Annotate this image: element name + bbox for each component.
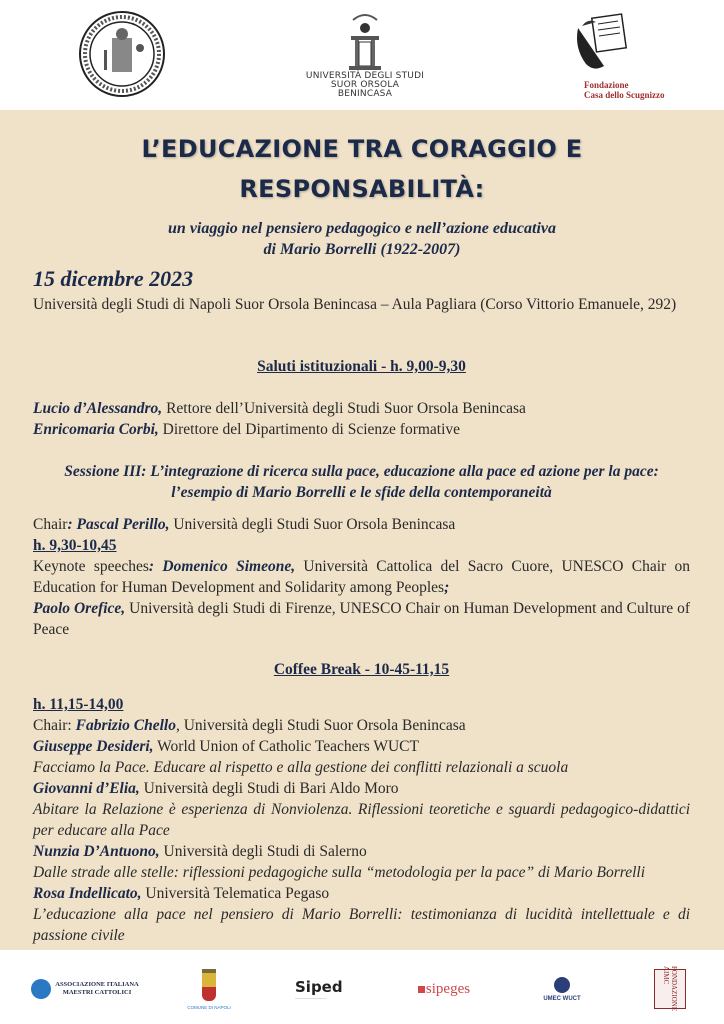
session-program <box>33 514 690 640</box>
afternoon-time: h. 11,15-14,00 <box>33 696 124 713</box>
chair-affiliation: , Università degli Studi Suor Orsola Benincasa <box>175 717 466 734</box>
afternoon-time-line <box>33 694 690 715</box>
siped-text: Siped <box>295 978 343 996</box>
napoli-text: COMUNE DI NAPOLI <box>187 1004 231 1010</box>
unisob-text-2: SUOR ORSOLA <box>330 80 400 90</box>
event-title-line-2: RESPONSABILITÀ: <box>239 175 485 203</box>
chair-label: Chair <box>33 516 68 533</box>
seal-icon <box>78 10 166 98</box>
keynote1-affiliation: Università Cattolica del Sacro Cuore, UNESCO Chair on Education for Human Development and Solidarity among Peoples <box>33 558 690 596</box>
aimc-text <box>55 981 139 997</box>
talk-affiliation: World Union of Catholic Teachers WUCT <box>153 738 419 755</box>
talk-title: Dalle strade alle stelle: riflessioni pedagogiche sulla “metodologia per la pace” di Mario Borrelli <box>33 864 646 881</box>
speaker-name: Enricomaria Corbi, <box>33 421 159 438</box>
sipeges-text: sipeges <box>425 980 471 997</box>
subtitle-line-1: un viaggio nel pensiero pedagogico e nell’azione educativa <box>168 220 556 237</box>
fondazione-scugnizzo-logo <box>560 8 670 103</box>
coffee-break <box>33 659 690 680</box>
aimc-logo <box>30 962 140 1016</box>
greetings-speakers <box>33 398 690 440</box>
aimc-text-2: MAESTRI CATTOLICI <box>62 989 132 996</box>
siped-subtext: ————————— <box>295 996 327 1000</box>
speaker-role: Direttore del Dipartimento di Scienze formative <box>158 421 461 438</box>
unisob-text-3: BENINCASA <box>337 89 393 99</box>
greetings-heading <box>33 356 690 377</box>
university-seal-logo <box>78 10 166 98</box>
talk-affiliation: Università degli Studi di Salerno <box>159 843 367 860</box>
talk-affiliation: Università Telematica Pegaso <box>141 885 330 902</box>
unisob-logo <box>300 10 430 105</box>
keynote1-name: : Domenico Simeone, <box>148 558 296 575</box>
umec-wuct-logo <box>532 962 592 1016</box>
greetings-heading-text: Saluti istituzionali - h. 9,00-9,30 <box>257 358 466 375</box>
subtitle-line-2: di Mario Borrelli (1922-2007) <box>263 241 461 258</box>
speaker-line <box>33 419 690 440</box>
afternoon-chair <box>33 715 690 736</box>
crest-icon <box>202 969 216 1001</box>
comune-napoli-logo <box>183 962 235 1016</box>
talk-speaker-name: Giovanni d’Elia, <box>33 780 140 797</box>
sipeges-logo <box>408 962 480 1016</box>
building-icon <box>345 10 385 72</box>
talk-speaker-name: Nunzia D’Antuono, <box>33 843 160 860</box>
session-title-line-1: Sessione III: L’integrazione di ricerca sulla pace, educazione alla pace ed azione per la pace: <box>64 463 659 480</box>
talk-speaker-name: Giuseppe Desideri, <box>33 738 154 755</box>
siped-logo <box>295 962 360 1016</box>
session-title-line-2: l’esempio di Mario Borrelli e le sfide della contemporaneità <box>171 484 552 501</box>
talk-speaker <box>33 778 690 799</box>
keynote2-affiliation: Università degli Studi di Firenze, UNESCO Chair on Human Development and Culture of Peace <box>33 600 691 638</box>
talk-title: Facciamo la Pace. Educare al rispetto e alla gestione dei conflitti relazionali a scuola <box>33 759 569 776</box>
slot-time <box>33 535 690 556</box>
unisob-text-1: UNIVERSITÀ DEGLI STUDI <box>305 71 425 81</box>
keynote-2 <box>33 598 690 640</box>
event-subtitle <box>0 218 724 260</box>
talk-speaker-name: Rosa Indellicato, <box>33 885 142 902</box>
session-title <box>33 461 690 503</box>
globe-icon <box>554 977 570 993</box>
umec-text: UMEC WUCT <box>543 995 581 1002</box>
fondazione-aimc-logo <box>652 962 688 1016</box>
fondazione-aimc-text: FONDAZIONE AIMC <box>654 969 686 1009</box>
fondazione-text-2: Casa dello Scugnizzo <box>584 90 665 100</box>
talk-affiliation: Università degli Studi di Bari Aldo Moro <box>139 780 399 797</box>
speaker-role: Rettore dell’Università degli Studi Suor Orsola Benincasa <box>162 400 526 417</box>
gear-icon <box>31 979 51 999</box>
fondazione-text <box>584 80 665 100</box>
chair-label: Chair: <box>33 717 76 734</box>
talk-title: Abitare la Relazione è esperienza di Nonviolenza. Riflessioni teoretiche e sguardi pedagogico-didattici per educare alla Pace <box>33 801 690 839</box>
fondazione-text-1: Fondazione <box>584 80 629 90</box>
keynote-1 <box>33 556 690 598</box>
talk-speaker <box>33 841 690 862</box>
coffee-break-label: Coffee Break - 10-45-11,15 <box>273 661 450 678</box>
afternoon-program <box>33 694 690 946</box>
keynote-label: Keynote speeches <box>33 558 149 575</box>
keynote1-end: ; <box>444 579 450 596</box>
talk-speaker <box>33 736 690 757</box>
talk-speaker <box>33 883 690 904</box>
slot1-time: h. 9,30-10,45 <box>33 537 117 554</box>
session-chair <box>33 514 690 535</box>
chair-affiliation: Università degli Studi Suor Orsola Benincasa <box>169 516 456 533</box>
speaker-name: Lucio d’Alessandro, <box>33 400 163 417</box>
aimc-text-1: ASSOCIAZIONE ITALIANA <box>55 981 139 988</box>
keynote2-name: Paolo Orefice, <box>33 600 126 617</box>
event-venue: Università degli Studi di Napoli Suor Orsola Benincasa – Aula Pagliara (Corso Vittorio Emanuele, 292) <box>33 296 677 313</box>
event-date: 15 dicembre 2023 <box>33 266 194 291</box>
square-icon <box>418 986 425 993</box>
event-title-line-1: L’EDUCAZIONE TRA CORAGGIO E <box>141 135 583 163</box>
chair-name: Fabrizio Chello <box>75 717 176 734</box>
chair-name: : Pascal Perillo, <box>67 516 170 533</box>
speaker-line <box>33 398 690 419</box>
talk-title: L’educazione alla pace nel pensiero di Mario Borrelli: testimonianza di lucidità intellettuale e di passione civile <box>33 906 690 944</box>
scugnizzo-drawing-icon <box>564 8 644 76</box>
